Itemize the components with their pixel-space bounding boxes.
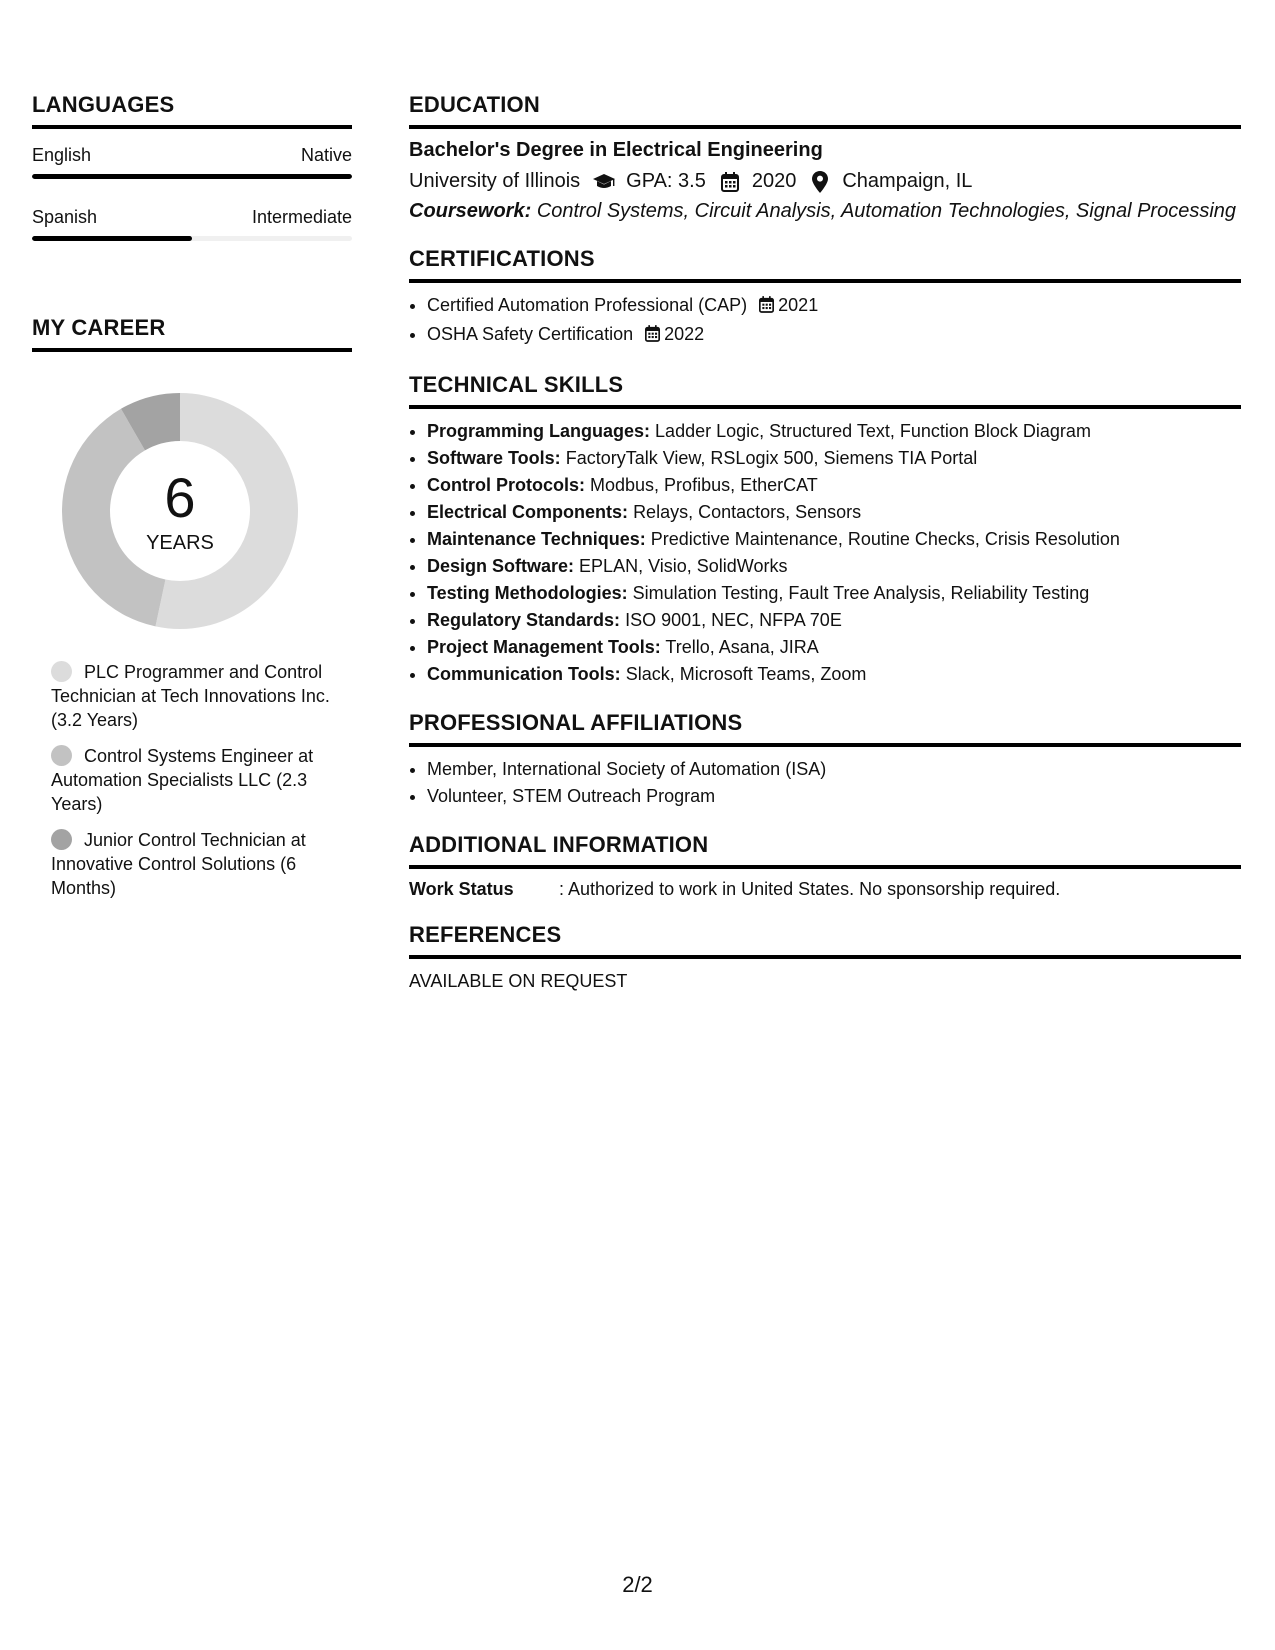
career-section	[32, 315, 352, 900]
skill-label: Testing Methodologies:	[427, 583, 628, 603]
language-item	[32, 207, 352, 241]
language-level: Intermediate	[251, 207, 352, 227]
language-name: English	[32, 145, 92, 165]
career-title: MY CAREER	[32, 315, 352, 352]
language-bar	[32, 174, 352, 179]
skill-label: Design Software:	[427, 556, 575, 576]
certifications-list	[427, 292, 1241, 350]
certification-year: 2022	[664, 324, 705, 344]
language-bar-fill	[32, 174, 352, 179]
education-gpa: GPA: 3.5	[626, 170, 706, 192]
certification-name: Certified Automation Professional (CAP)	[427, 295, 748, 315]
education-meta	[409, 170, 1241, 193]
skill-value: Modbus, Profibus, EtherCAT	[590, 475, 818, 495]
calendar-icon	[759, 294, 774, 321]
skill-item	[427, 580, 1241, 607]
coursework-text: Control Systems, Circuit Analysis, Automation Technologies, Signal Processing	[536, 200, 1237, 222]
skill-value: Trello, Asana, JIRA	[665, 637, 819, 657]
right-column	[409, 92, 1241, 1014]
skill-label: Electrical Components:	[427, 502, 629, 522]
skill-value: Predictive Maintenance, Routine Checks, Crisis Resolution	[650, 529, 1120, 549]
education-coursework	[409, 199, 1241, 224]
certification-year: 2021	[778, 295, 819, 315]
references-section	[409, 922, 1241, 992]
work-status-value: : Authorized to work in United States. No sponsorship required.	[559, 879, 1061, 899]
career-role	[51, 660, 341, 732]
skill-label: Project Management Tools:	[427, 637, 661, 657]
language-level: Native	[300, 145, 352, 165]
languages-section	[32, 92, 352, 241]
skill-value: Relays, Contactors, Sensors	[633, 502, 862, 522]
skill-value: Slack, Microsoft Teams, Zoom	[625, 664, 867, 684]
education-degree: Bachelor's Degree in Electrical Engineering	[409, 139, 823, 161]
career-role-text: Junior Control Technician at Innovative Control Solutions (6 Months)	[51, 830, 306, 898]
skill-item	[427, 634, 1241, 661]
skill-label: Programming Languages:	[427, 421, 651, 441]
skill-value: Simulation Testing, Fault Tree Analysis, Reliability Testing	[632, 583, 1090, 603]
skill-value: EPLAN, Visio, SolidWorks	[579, 556, 788, 576]
skill-label: Control Protocols:	[427, 475, 585, 495]
skill-label: Software Tools:	[427, 448, 561, 468]
certifications-section	[409, 246, 1241, 350]
skill-item	[427, 418, 1241, 445]
skills-section	[409, 372, 1241, 688]
skill-item	[427, 553, 1241, 580]
page-number: 2/2	[622, 1572, 653, 1597]
work-status-label: Work Status	[409, 879, 514, 899]
career-legend	[51, 660, 341, 900]
skill-value: FactoryTalk View, RSLogix 500, Siemens TIA Portal	[565, 448, 978, 468]
references-text: AVAILABLE ON REQUEST	[409, 971, 628, 991]
skill-item	[427, 661, 1241, 688]
additional-info-title: ADDITIONAL INFORMATION	[409, 832, 1241, 869]
work-status-row	[409, 879, 1241, 900]
references-title: REFERENCES	[409, 922, 1241, 959]
legend-dot-icon	[51, 745, 72, 766]
certification-item	[427, 321, 1241, 350]
skill-label: Maintenance Techniques:	[427, 529, 646, 549]
graduation-cap-icon	[592, 171, 616, 193]
career-role-text: Control Systems Engineer at Automation Specialists LLC (2.3 Years)	[51, 746, 314, 814]
skills-list	[427, 418, 1241, 688]
education-section	[409, 92, 1241, 224]
affiliations-section	[409, 710, 1241, 810]
language-bar-fill	[32, 236, 192, 241]
career-total-unit: YEARS	[146, 531, 214, 554]
certification-name: OSHA Safety Certification	[427, 324, 634, 344]
education-title: EDUCATION	[409, 92, 1241, 129]
skill-label: Regulatory Standards:	[427, 610, 621, 630]
languages-title: LANGUAGES	[32, 92, 352, 129]
calendar-icon	[718, 171, 742, 193]
calendar-icon	[645, 323, 660, 350]
career-role-text: PLC Programmer and Control Technician at Tech Innovations Inc. (3.2 Years)	[51, 662, 330, 730]
certifications-title: CERTIFICATIONS	[409, 246, 1241, 283]
education-year: 2020	[751, 170, 797, 192]
skill-item	[427, 472, 1241, 499]
skills-title: TECHNICAL SKILLS	[409, 372, 1241, 409]
left-column	[32, 92, 352, 912]
certification-item	[427, 292, 1241, 321]
language-name: Spanish	[32, 207, 98, 227]
career-role	[51, 828, 341, 900]
additional-info-section	[409, 832, 1241, 900]
skill-label: Communication Tools:	[427, 664, 621, 684]
affiliation-item: • Member, International Society of Automation (ISA)	[427, 756, 1241, 783]
skill-value: ISO 9001, NEC, NFPA 70E	[625, 610, 842, 630]
skill-item	[427, 607, 1241, 634]
skill-item	[427, 526, 1241, 553]
legend-dot-icon	[51, 829, 72, 850]
language-item	[32, 145, 352, 179]
affiliations-title: PROFESSIONAL AFFILIATIONS	[409, 710, 1241, 747]
affiliation-item: • Volunteer, STEM Outreach Program	[427, 783, 1241, 810]
skill-item	[427, 499, 1241, 526]
education-school: University of Illinois	[409, 170, 581, 192]
coursework-label: Coursework:	[409, 200, 532, 222]
career-role	[51, 744, 341, 816]
map-pin-icon	[808, 171, 832, 193]
education-location: Champaign, IL	[842, 170, 973, 192]
language-bar	[32, 236, 352, 241]
career-donut-chart	[55, 386, 305, 636]
skill-value: Ladder Logic, Structured Text, Function Block Diagram	[655, 421, 1091, 441]
affiliations-list	[427, 756, 1241, 810]
career-total-number: 6	[164, 465, 196, 529]
skill-item	[427, 445, 1241, 472]
legend-dot-icon	[51, 661, 72, 682]
donut-center	[55, 386, 305, 636]
